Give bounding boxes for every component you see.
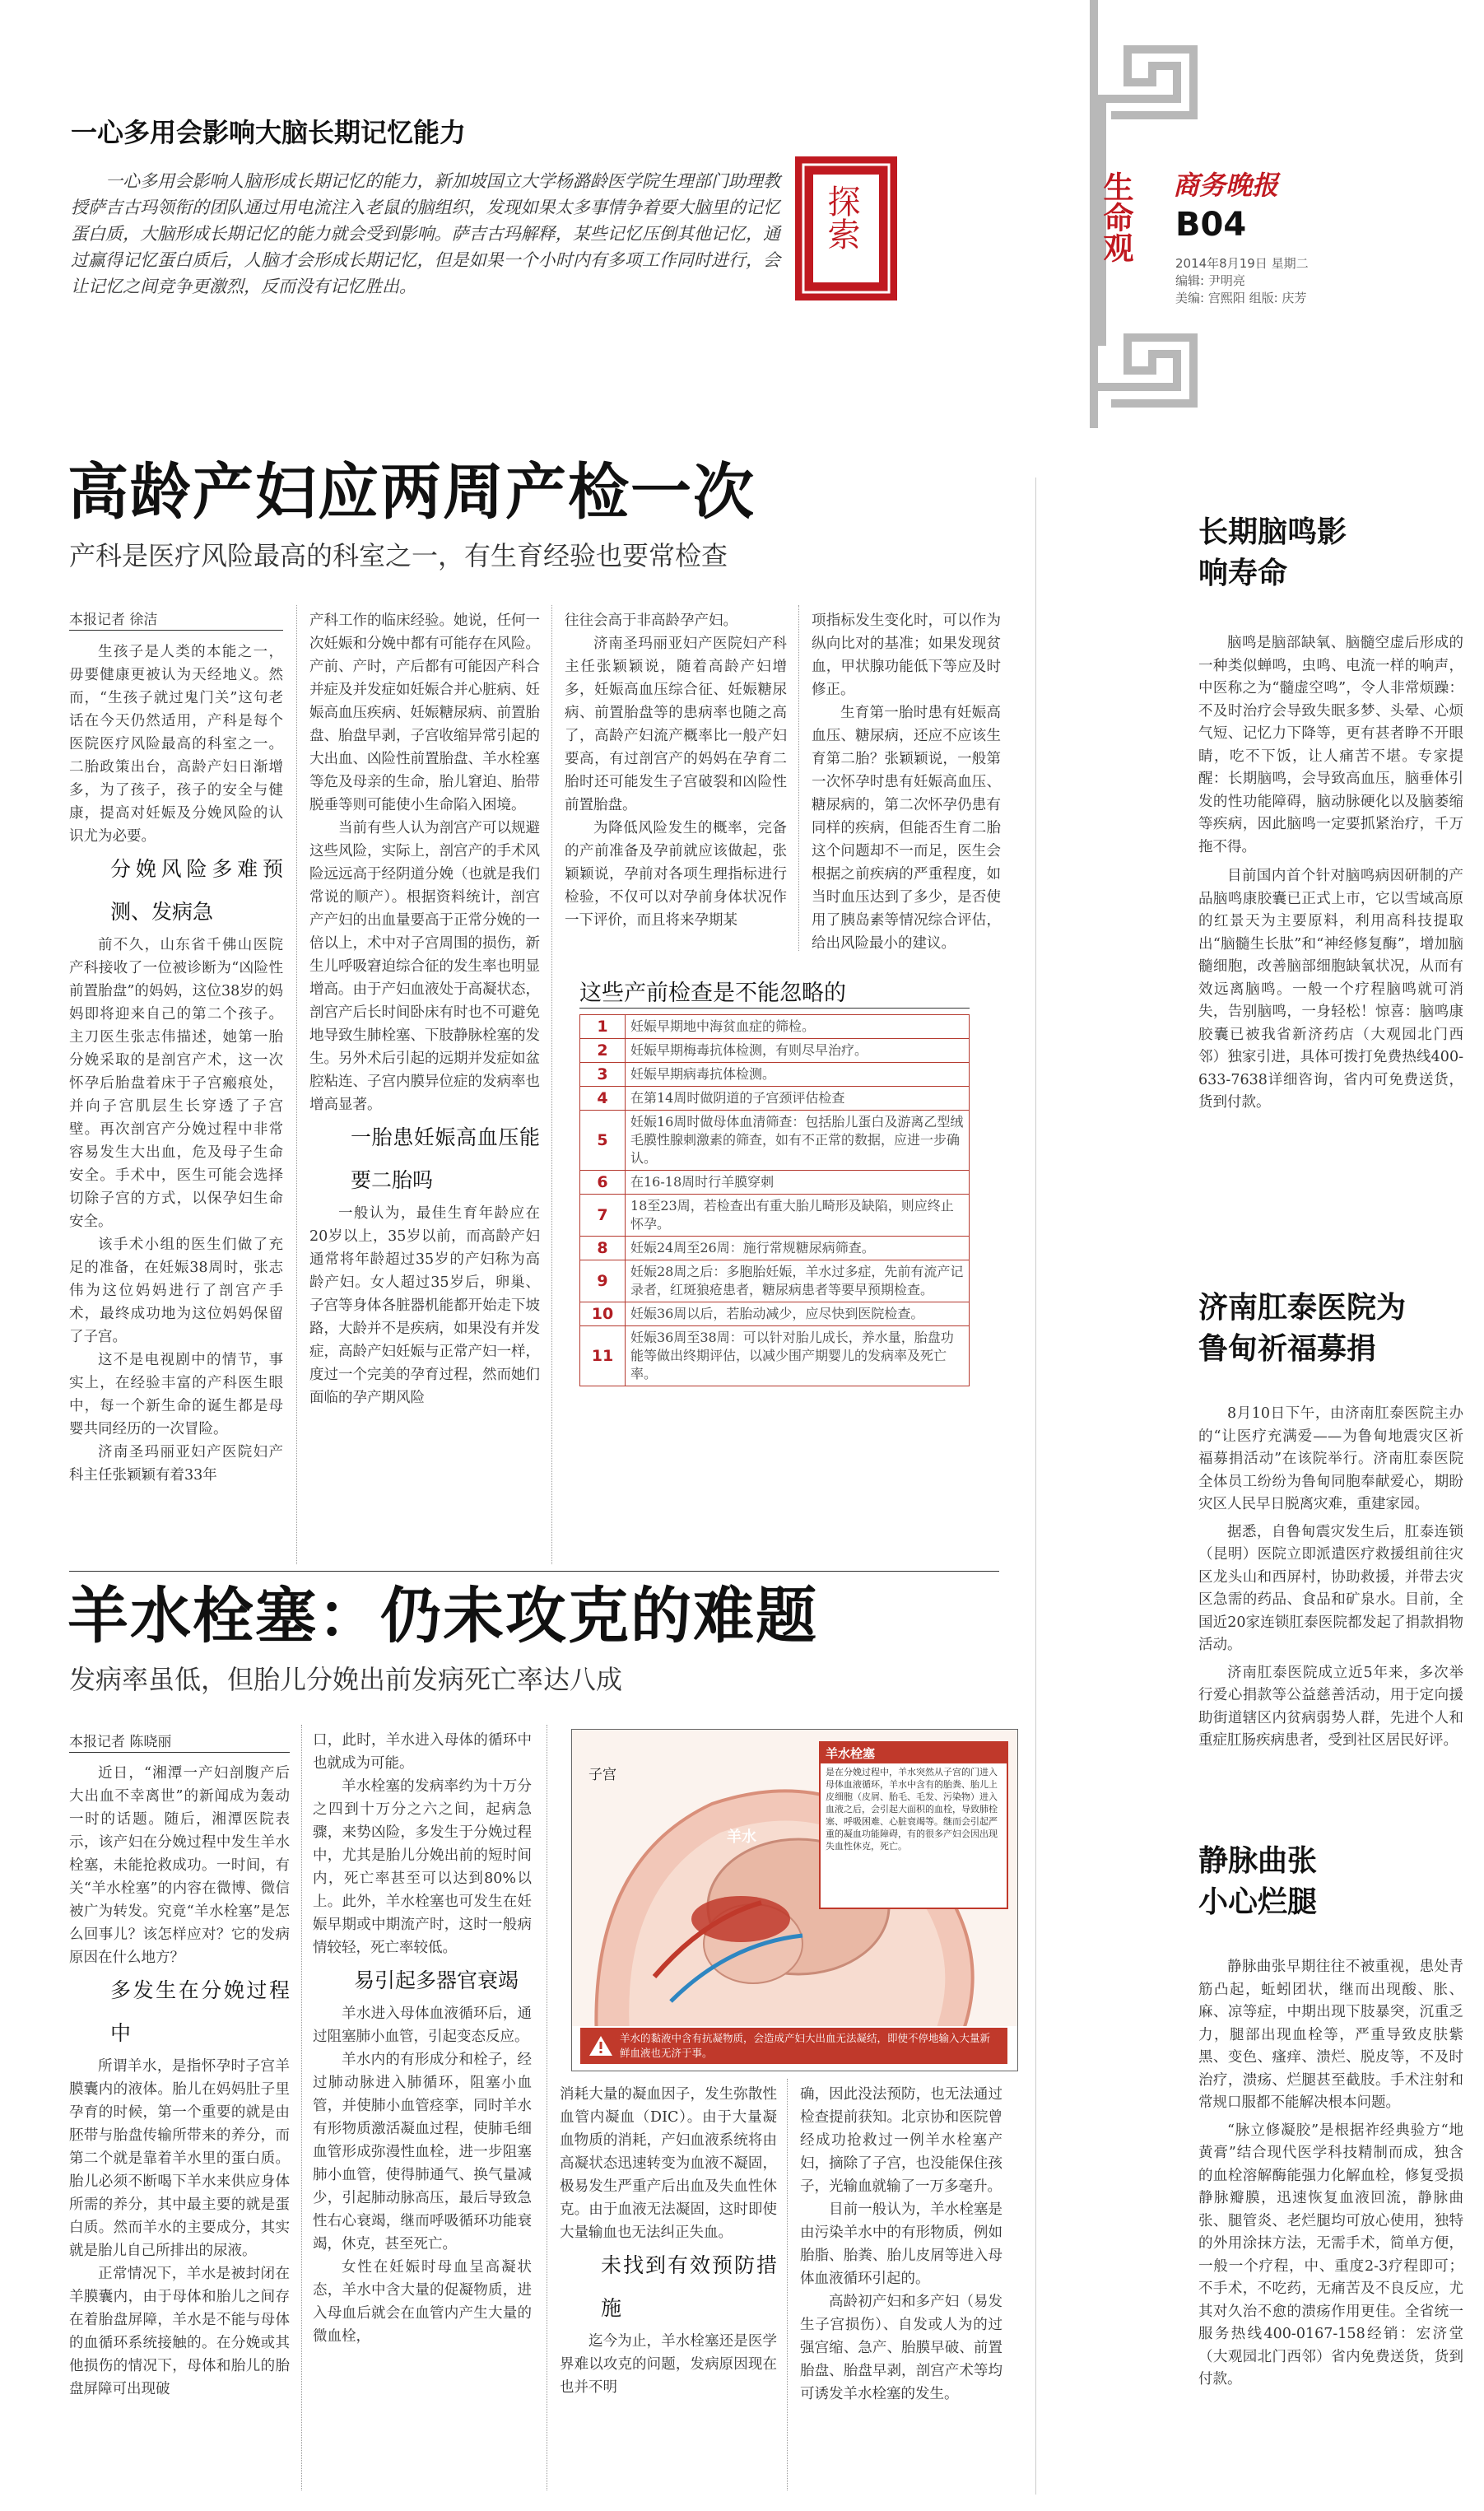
exam-row-text: 妊娠36周以后，若胎动减少，应尽快到医院检查。 (626, 1302, 970, 1326)
explanation-box (819, 1741, 1008, 1909)
side-article-title: 长期脑鸣影响寿命 (1198, 515, 1347, 590)
paragraph: 所谓羊水，是指怀孕时子宫羊膜囊内的液体。胎儿在妈妈肚子里孕育的时候，第一个重要的就是由胚带与胎盘传输所带来的养分，而第二个就是靠着羊水里的蛋白质。胎儿必须不断喝下羊水来供应身体所需的养分，其中最主要的就是蛋白质。然而羊水的主要成分，其实就是胎儿自己所排出的尿液。 (69, 2058, 290, 2259)
exam-row-text: 妊娠36周至38周：可以针对胎儿成长，养水量，胎盘功能等做出终期评估，以减少围产期婴儿的发病率及死亡率。 (626, 1326, 970, 1386)
exam-row-number: 6 (580, 1171, 626, 1195)
exam-row (580, 1039, 970, 1063)
exam-row-number: 8 (580, 1237, 626, 1260)
exam-row (580, 1260, 970, 1302)
side-article-body (1198, 632, 1463, 1115)
paragraph: 为降低风险发生的概率，完备的产前准备及孕前就应该做起，张颖颖说，孕前对各项生理指标进行检验，不仅可以对孕前身体状况作一下评价，而且将来孕期某 (565, 820, 787, 929)
exam-row-number: 9 (580, 1260, 626, 1302)
brief-title: 一心多用会影响大脑长期记忆能力 (71, 117, 467, 148)
article2-subheadline: 发病率虽低，但胎儿分娩出前发病死亡率达八成 (69, 1664, 623, 1695)
exam-row (580, 1087, 970, 1111)
exam-row-text: 妊娠16周时做母体血清筛查：包括胎儿蛋白及游离乙型绒毛膜性腺刺激素的筛查，如有不正常的数据，应进一步确认。 (626, 1111, 970, 1171)
side-article-title: 静脉曲张小心烂腿 (1198, 1844, 1318, 1919)
brief-body (71, 168, 780, 300)
article2-column-1 (69, 1762, 290, 2401)
exam-box-title-rule (579, 1008, 970, 1009)
paragraph: 济南圣玛丽亚妇产医院妇产科主任张颖颖说，随着高龄产妇增多，妊娠高血压综合征、妊娠糖尿病、前置胎盘等的患病率也随之高了，高龄产妇流产概率比一般产妇要高，有过剖宫产的妈妈在孕育二胎时还可能发生子宫破裂和凶险性前置胎盘。 (565, 636, 787, 813)
paragraph: 高龄初产妇和多产妇（易发生子宫损伤）、自发或人为的过强宫缩、急产、胎膜早破、前置胎盘、胎盘早剥，剖宫产术等均可诱发羊水栓塞的发生。 (800, 2294, 1003, 2402)
exam-row (580, 1015, 970, 1039)
paragraph: 口，此时，羊水进入母体的循环中也就成为可能。 (313, 1732, 532, 1772)
paragraph: 产科工作的临床经验。她说，任何一次妊娠和分娩中都有可能存在风险。产前、产时，产后都有可能因产科合并症及并发症如妊娠合并心脏病、妊娠高血压疾病、妊娠糖尿病、前置胎盘、胎盘早剥，子宫收缩异常引起的大出血、凶险性前置胎盘、羊水栓塞等危及母亲的生命，胎儿窘迫、胎带脱垂等则可能使小生命陷入困境。 (309, 613, 540, 813)
explore-badge (795, 156, 897, 300)
exam-row (580, 1063, 970, 1087)
paragraph: 羊水栓塞的发病率约为十万分之四到十万分之六之间，起病急骤，来势凶险，多发生于分娩过程中，尤其是胎儿分娩出前的短时间内，死亡率甚至可以达到80%以上。此外，羊水栓塞也可发生在妊娠早期或中期流产时，这时一般病情较轻，死亡率较低。 (313, 1778, 532, 1956)
article1-column-4 (812, 609, 1001, 955)
sidebar-hospital (1198, 1288, 1463, 1753)
warning-icon (588, 2034, 613, 2057)
article1-subheadline: 产科是医疗风险最高的科室之一，有生育经验也要常检查 (69, 540, 728, 571)
paragraph: 济南肛泰医院成立近5年来，多次举行爱心捐款等公益慈善活动，用于定向援助街道辖区内贫病弱势人群，先进个人和重症肛肠疾病患者，受到社区居民好评。 (1198, 1664, 1463, 1749)
exam-row-number: 4 (580, 1087, 626, 1111)
article1-column-3 (565, 609, 787, 932)
paragraph: 一般认为，最佳生育年龄应在20岁以上，35岁以前，而高龄产妇通常将年龄超过35岁的产妇称为高龄产妇。女人超过35岁后，卵巢、子宫等身体各脏器机能都开始走下坡路，大龄并不是疾病，如果没有并发症，高龄产妇妊娠与正常产妇一样，度过一个完美的孕育过程，然而她们面临的孕产期风险 (309, 1205, 540, 1406)
article1-column-1 (69, 641, 283, 1487)
side-article-title: 济南肛泰医院为鲁甸祈福募捐 (1198, 1291, 1407, 1366)
exam-row-text: 在第14周时做阴道的子宫颈评估检查 (626, 1087, 970, 1111)
exam-row (580, 1237, 970, 1260)
warning-text: 羊水的黏液中含有抗凝物质，会造成产妇大出血无法凝结，即使不停地输入大量新鲜血液也无济于事。 (620, 2032, 991, 2059)
article1-byline: 本报记者 徐洁 (69, 612, 158, 628)
article2-headline: 羊水栓塞：仍未攻克的难题 (67, 1581, 818, 1651)
column-divider (296, 605, 297, 1564)
paragraph: 确，因此没法预防，也无法通过检查提前获知。北京协和医院曾经成功抢救过一例羊水栓塞产妇，摘除了子宫，也没能保住孩子，光输血就输了一万多毫升。 (800, 2086, 1003, 2195)
exam-row-number: 11 (580, 1326, 626, 1386)
paragraph: 项指标发生变化时，可以作为纵向比对的基准；如果发现贫血，甲状腺功能低下等应及时修正。 (812, 613, 1001, 698)
column-divider (551, 605, 552, 1564)
subheading: 未找到有效预防措施 (601, 2253, 777, 2320)
article2-byline: 本报记者 陈晓丽 (69, 1734, 172, 1750)
editor-credit: 编辑: 尹明亮 (1175, 273, 1245, 288)
article1-column-2 (309, 609, 540, 1409)
side-article-body (1198, 1403, 1463, 1753)
subheading: 多发生在分娩过程中 (110, 1978, 290, 2045)
explanation-title: 羊水栓塞 (821, 1743, 1007, 1763)
exam-row-text: 妊娠早期病毒抗体检测。 (626, 1063, 970, 1087)
article1-byline-rule (69, 630, 283, 631)
uterus-label: 子宫 (588, 1767, 616, 1783)
paragraph: 据悉，自鲁甸震灾发生后，肛泰连锁（昆明）医院立即派遣医疗救援组前往灾区龙头山和西屏村，协助救援，并带去灾区急需的药品、食品和矿泉水。目前，全国近20家连锁肛泰医院都发起了捐款捐物活动。 (1198, 1523, 1463, 1653)
exam-row-text: 18至23周，若检查出有重大胎儿畸形及缺陷，则应终止怀孕。 (626, 1195, 970, 1237)
article2-byline-rule (69, 1752, 290, 1753)
sidebar-health-2 (1198, 1841, 1463, 2392)
explanation-text: 是在分娩过程中，羊水突然从子宫的门进入母体血液循环，羊水中含有的胎粪、胎儿上皮细胞（皮屑、胎毛、毛发、污染物）进入血液之后，会引起大面积的血栓，导致肺栓塞、呼吸困难、心脏衰竭等。继而会引起严重的凝血功能障碍，有的很多产妇会因出现失血性休克，死亡。 (826, 1767, 998, 1852)
exam-row-text: 妊娠24周至26周：施行常规糖尿病筛查。 (626, 1237, 970, 1260)
exam-row-number: 1 (580, 1015, 626, 1039)
explore-label: 探索 (822, 184, 860, 250)
exam-row (580, 1111, 970, 1171)
paragraph: 目前一般认为，羊水栓塞是由污染羊水中的有形物质，例如胎脂、胎粪、胎儿皮屑等进入母体血液循环引起的。 (800, 2201, 1003, 2287)
paragraph: 消耗大量的凝血因子，发生弥散性血管内凝血（DIC）。由于大量凝血物质的消耗，产妇血液系统将由高凝状态迅速转变为血液不凝固，极易发生严重产后出血及失血性休克。由于血液无法凝固，这时即使大量输血也无法纠正失血。 (560, 2086, 777, 2241)
brief-body-text: 一心多用会影响人脑形成长期记忆的能力，新加坡国立大学杨潞龄医学院生理部门助理教授萨吉古玛领衔的团队通过用电流注入老鼠的脑组织，发现如果太多事情争着要大脑里的记忆蛋白质，大脑形成长期记忆的能力就会受到影响。萨吉古玛解释，某些记忆压倒其他记忆，通过赢得记忆蛋白质后，人脑才会形成长期记忆，但是如果一个小时内有多项工作同时进行，会让记忆之间竞争更激烈，反而没有记忆胜出。 (71, 171, 780, 296)
side-article-body (1198, 1956, 1463, 2392)
sidebar-divider (1035, 478, 1036, 2495)
masthead (1078, 0, 1484, 461)
exam-row-number: 7 (580, 1195, 626, 1237)
paragraph: 羊水进入母体血液循环后，通过阻塞肺小血管，引起变态反应。 (313, 2006, 532, 2045)
article2-column-4 (800, 2083, 1003, 2406)
column-divider (301, 1725, 302, 2490)
subheading: 一胎患妊娠高血压能要二胎吗 (351, 1125, 540, 1192)
paragraph: 生育第一胎时患有妊娠高血压、糖尿病，还应不应该生育第二胎？张颖颖说，一般第一次怀孕时患有妊娠高血压、糖尿病的，第二次怀孕仍患有同样的疾病，但能否生育二胎这个问题却不一而足，医生会根据之前疾病的严重程度，如当时血压达到了多少，是否使用了胰岛素等情况综合评估，给出风险最小的建议。 (812, 705, 1001, 952)
section-label: 生命观 (1098, 171, 1133, 263)
article1-headline: 高龄产妇应两周产检一次 (67, 457, 756, 528)
warning-bar (580, 2028, 1007, 2064)
page-number: B04 (1175, 206, 1247, 244)
column-divider (798, 605, 799, 951)
exam-row-text: 妊娠早期梅毒抗体检测，有则尽早治疗。 (626, 1039, 970, 1063)
paragraph: 静脉曲张早期往往不被重视，患处青筋凸起，蚯蚓团状，继而出现酸、胀、麻、凉等症，中期出现下肢暴突，沉重乏力，腿部出现血栓等，严重导致皮肤紫黑、变色、瘙痒、溃烂、脱皮等，不及时治疗，溃疡、烂腿甚至截肢。手术注射和常规口服都不能解决根本问题。 (1198, 1959, 1463, 2111)
paragraph: “脉立修凝胶”是根据祚经典验方“地黄膏”结合现代医学科技精制而成，独含的血栓溶解酶能强力化解血栓，修复受损静脉瓣膜，迅速恢复血液回流，静脉曲张、腿管炎、老烂腿均可放心使用，独特的外用涂抹方法，无需手术，简单方便，一般一个疗程，中、重度2-3疗程即可；不手术，不吃药，无痛苦及不良反应，尤其对久治不愈的溃疡作用更佳。全省统一服务热线400-0167-158经销：宏济堂（大观园北门西邻）省内免费送货，货到付款。 (1198, 2122, 1463, 2388)
paragraph: 该手术小组的医生们做了充足的准备，在妊娠38周时，张志伟为这位妈妈进行了剖宫产手术，最终成功地为这位妈妈保留了子宫。 (69, 1237, 283, 1345)
exam-row-number: 3 (580, 1063, 626, 1087)
greek-key-ornament (1078, 0, 1484, 461)
paragraph: 脑鸣是脑部缺氧、脑髓空虚后形成的一种类似蝉鸣，虫鸣、电流一样的响声，中医称之为“髓虚空鸣”，令人非常烦躁：不及时治疗会导致失眠多梦、头晕、心烦气短、记忆力下降等，更有甚者睁不开眼睛，吃不下饭，让人痛苦不堪。专家提醒：长期脑鸣，会导致高血压，脑垂体引发的性功能障碍，脑动脉硬化以及脑萎缩等疾病，因此脑鸣一定要抓紧治疗，千万拖不得。 (1198, 635, 1463, 855)
paragraph: 济南圣玛丽亚妇产医院妇产科主任张颖颖有着33年 (69, 1444, 283, 1484)
paragraph: 当前有些人认为剖宫产可以规避这些风险，实际上，剖宫产的手术风险远远高于经阴道分娩（也就是我们常说的顺产）。根据资料统计，剖宫产产妇的出血量要高于正常分娩的一倍以上，术中对子宫周围的损伤，新生儿呼吸窘迫综合征的发生率也明显增高。由于产妇血液处于高凝状态，剖宫产后长时间卧床有时也不可避免地导致生肺栓塞、下肢静脉栓塞的发生。另外术后引起的远期并发症如盆腔粘连、子宫内膜异位症的发病率也增高显著。 (309, 820, 540, 1113)
paragraph: 迄今为止，羊水栓塞还是医学界难以攻克的问题，发病原因现在也并不明 (560, 2333, 777, 2396)
exam-row-number: 2 (580, 1039, 626, 1063)
exam-row (580, 1171, 970, 1195)
exam-row-number: 10 (580, 1302, 626, 1326)
issue-date: 2014年8月19日 星期二 (1175, 256, 1309, 271)
paragraph: 目前国内首个针对脑鸣病因研制的产品脑鸣康胶囊已正式上市，它以雪域高原的红景天为主要原料，利用高科技提取出“脑髓生长肽”和“神经修复酶”，增加脑髓细胞，改善脑部细胞缺氧状况，从而有效远离脑鸣。一般一个疗程脑鸣就可消失，告别脑鸣，一身轻松！惊喜：脑鸣康胶囊已被我省新济药店（大观园北门西邻）独家引进，具体可拨打免费热线400-633-7638详细咨询，省内可免费送货，货到付款。 (1198, 868, 1463, 1111)
prenatal-exam-table (579, 1014, 970, 1386)
subheading: 分娩风险多难预测、发病急 (110, 857, 283, 924)
paragraph: 生孩子是人类的本能之一，毋要健康更被认为天经地义。然而，“生孩子就过鬼门关”这句老话在今天仍然适用，产科是每个医院医疗风险最高的科室之一。二胎政策出台，高龄产妇日渐增多，为了孩子，孩子的安全与健康，提高对妊娠及分娩风险的认识尤为必要。 (69, 644, 283, 845)
paragraph: 8月10日下午，由济南肛泰医院主办的“让医疗充满爱——为鲁甸地震灾区祈福募捐活动”在该院举行。济南肛泰医院全体员工纷纷为鲁甸同胞奉献爱心，期盼灾区人民早日脱离灾难，重建家园。 (1198, 1405, 1463, 1512)
art-credit: 美编: 宫熙阳 组版: 庆芳 (1175, 291, 1307, 305)
amniotic-label: 羊水 (727, 1829, 756, 1846)
exam-row-number: 5 (580, 1111, 626, 1171)
exam-row (580, 1326, 970, 1386)
article2-column-3 (560, 2083, 777, 2399)
subheading: 易引起多器官衰竭 (354, 1968, 519, 1992)
section-rule (69, 1571, 999, 1572)
exam-row-text: 在16-18周时行羊膜穿刺 (626, 1171, 970, 1195)
exam-row-text: 妊娠28周之后：多胞胎妊娠，羊水过多症，先前有流产记录者，红斑狼疮患者，糖尿病患者等要早预期检查。 (626, 1260, 970, 1302)
newspaper-name: 商务晚报 (1173, 170, 1279, 201)
paragraph: 近日，“湘潭一产妇剖腹产后大出血不幸离世”的新闻成为轰动一时的话题。随后，湘潭医院表示，该产妇在分娩过程中发生羊水栓塞，未能抢救成功。一时间，有关“羊水栓塞”的内容在微博、微信被广为转发。究竟“羊水栓塞”是怎么回事儿？该怎样应对？它的发病原因在什么地方？ (69, 1765, 290, 1966)
paragraph: 往往会高于非高龄孕产妇。 (565, 613, 737, 629)
paragraph: 正常情况下，羊水是被封闭在羊膜囊内，由于母体和胎儿之间存在着胎盘屏障，羊水是不能与母体的血循环系统接触的。在分娩或其他损伤的情况下，母体和胎儿的胎盘屏障可出现破 (69, 2266, 290, 2397)
exam-box-title: 这些产前检查是不能忽略的 (579, 981, 846, 1006)
exam-row (580, 1302, 970, 1326)
article2-column-2 (313, 1729, 532, 2348)
sidebar-health-1 (1198, 512, 1463, 1115)
paragraph: 前不久，山东省千佛山医院产科接收了一位被诊断为“凶险性前置胎盘”的妈妈，这位38岁的妈妈即将迎来自己的第二个孩子。主刀医生张志伟描述，她第一胎分娩采取的是剖宫产术，这一次怀孕后胎盘着床于子宫瘢痕处，并向子宫肌层生长穿透了子宫壁。再次剖宫产分娩过程中非常容易发生大出血，危及母子生命安全。手术中，医生可能会选择切除子宫的方式，以保孕妇生命安全。 (69, 937, 283, 1230)
paragraph: 羊水内的有形成分和栓子，经过肺动脉进入肺循环，阻塞小血管，并使肺小血管痉挛，同时羊水有形物质激活凝血过程，使肺毛细血管形成弥漫性血栓，进一步阻塞肺小血管，使得肺通气、换气量减少，引起肺动脉高压，最后导致急性右心衰竭，继而呼吸循环功能衰竭，休克，甚至死亡。 (313, 2052, 532, 2252)
paragraph: 女性在妊娠时母血呈高凝状态，羊水中含大量的促凝物质，进入母血后就会在血管内产生大量的微血栓， (313, 2259, 532, 2345)
paragraph: 这不是电视剧中的情节，事实上，在经验丰富的产科医生眼中，每一个新生命的诞生都是母婴共同经历的一次冒险。 (69, 1352, 283, 1437)
exam-row-text: 妊娠早期地中海贫血症的筛检。 (626, 1015, 970, 1039)
amniotic-embolism-diagram (571, 1729, 1018, 2071)
exam-row (580, 1195, 970, 1237)
column-divider (787, 2079, 788, 2490)
